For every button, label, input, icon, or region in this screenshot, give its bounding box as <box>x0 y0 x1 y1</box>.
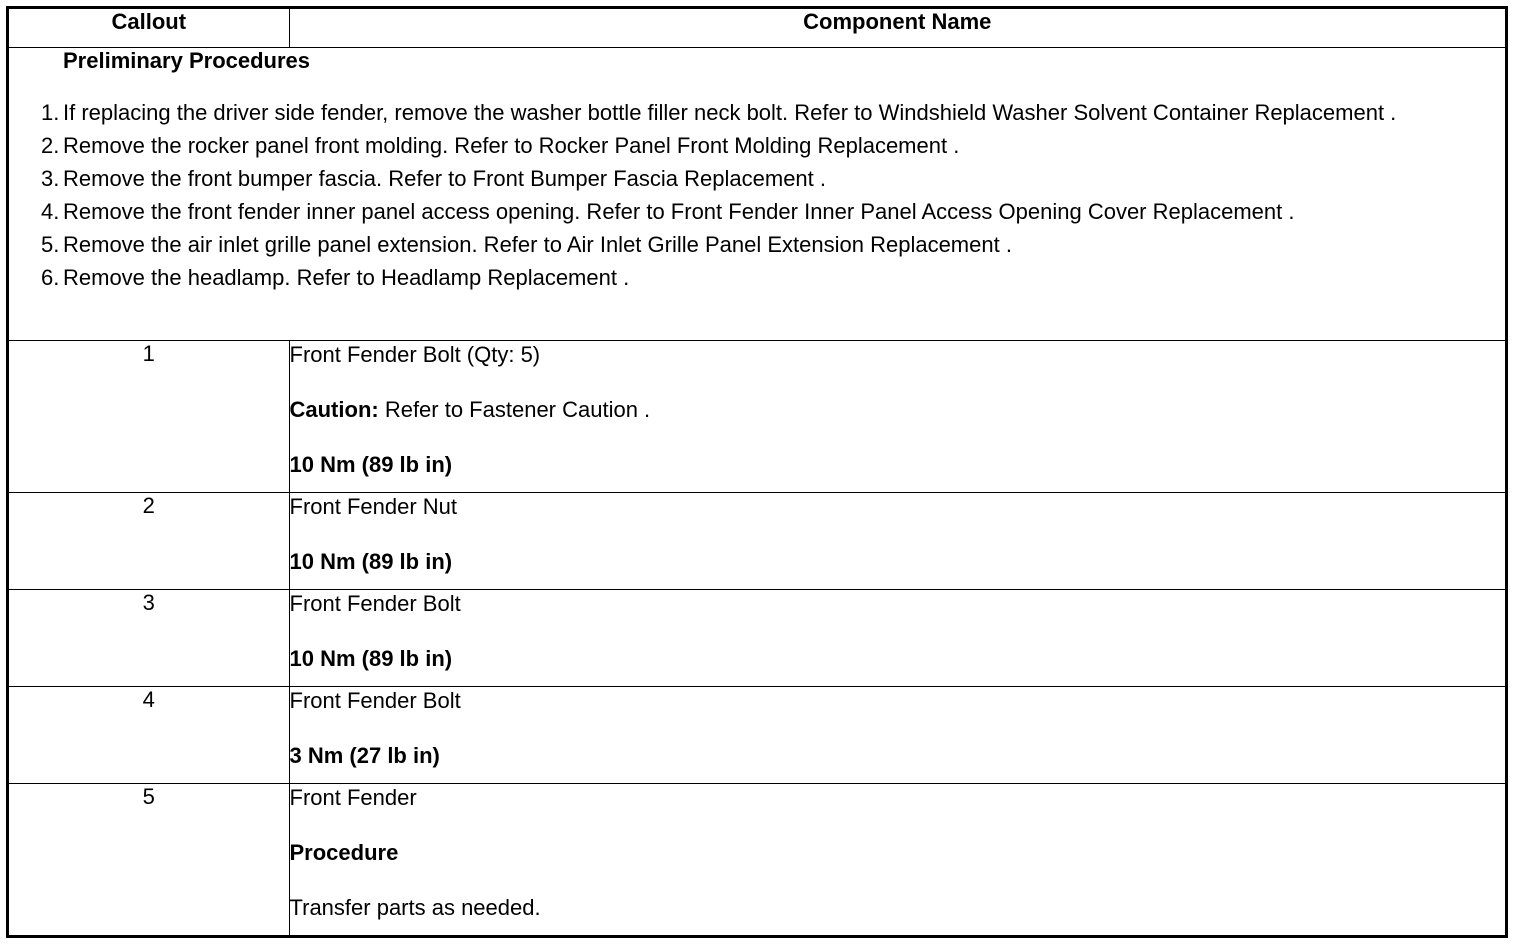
callout-cell: 5 <box>9 783 289 935</box>
step-number: 2. <box>41 133 60 158</box>
preliminary-title: Preliminary Procedures <box>63 48 311 73</box>
step-number: 1. <box>41 100 60 125</box>
list-item <box>9 263 1505 292</box>
torque-spec: 3 Nm (27 lb in) <box>289 742 440 768</box>
list-item <box>9 98 1505 127</box>
list-item <box>9 131 1505 160</box>
callout-header: Callout <box>9 9 289 48</box>
step-number: 3. <box>41 166 60 191</box>
step-number: 4. <box>41 199 60 224</box>
step-text: Remove the rocker panel front molding. Refer to Rocker Panel Front Molding Replacement . <box>63 133 960 158</box>
torque-spec: 10 Nm (89 lb in) <box>289 451 453 477</box>
component-cell <box>289 686 1505 783</box>
step-text: If replacing the driver side fender, remove the washer bottle filler neck bolt. Refer to Windshield Washer Solvent Container Replacement . <box>63 100 1397 125</box>
callout-cell: 4 <box>9 686 289 783</box>
step-number: 6. <box>41 265 60 290</box>
component-name: Front Fender <box>289 784 417 810</box>
step-number: 5. <box>41 232 60 257</box>
step-text: Remove the front bumper fascia. Refer to Front Bumper Fascia Replacement . <box>63 166 826 191</box>
caution-note <box>290 396 1506 424</box>
component-cell <box>289 492 1505 589</box>
component-cell <box>289 340 1505 492</box>
component-name: Front Fender Bolt <box>289 590 461 616</box>
preliminary-procedures <box>9 48 1505 341</box>
preliminary-row <box>9 48 1505 341</box>
component-name: Front Fender Nut <box>289 493 458 519</box>
component-cell <box>289 783 1505 935</box>
list-item <box>9 230 1505 259</box>
list-item <box>9 164 1505 193</box>
list-item <box>9 197 1505 226</box>
torque-spec: 10 Nm (89 lb in) <box>289 548 453 574</box>
table-row <box>9 492 1505 589</box>
component-name: Front Fender Bolt <box>289 687 461 713</box>
callout-cell: 1 <box>9 340 289 492</box>
callout-cell: 2 <box>9 492 289 589</box>
step-text: Remove the front fender inner panel access opening. Refer to Front Fender Inner Panel Access Opening Cover Replacement . <box>63 199 1295 224</box>
caution-label: Caution: <box>289 396 379 422</box>
procedure-label: Procedure <box>289 839 399 865</box>
table-row <box>9 686 1505 783</box>
torque-spec: 10 Nm (89 lb in) <box>289 645 453 671</box>
step-text: Remove the headlamp. Refer to Headlamp Replacement . <box>63 265 630 290</box>
component-table-container <box>6 6 1508 938</box>
step-text: Remove the air inlet grille panel extension. Refer to Air Inlet Grille Panel Extension Replacement . <box>63 232 1012 257</box>
component-table <box>9 9 1505 935</box>
table-header-row <box>9 9 1505 48</box>
procedure-text: Transfer parts as needed. <box>289 894 541 920</box>
table-row <box>9 783 1505 935</box>
component-name: Front Fender Bolt (Qty: 5) <box>289 341 541 367</box>
caution-text: Refer to Fastener Caution . <box>378 396 651 422</box>
preliminary-steps-list <box>9 98 1505 292</box>
table-row <box>9 589 1505 686</box>
table-row <box>9 340 1505 492</box>
callout-cell: 3 <box>9 589 289 686</box>
component-name-header: Component Name <box>289 9 1505 48</box>
component-cell <box>289 589 1505 686</box>
